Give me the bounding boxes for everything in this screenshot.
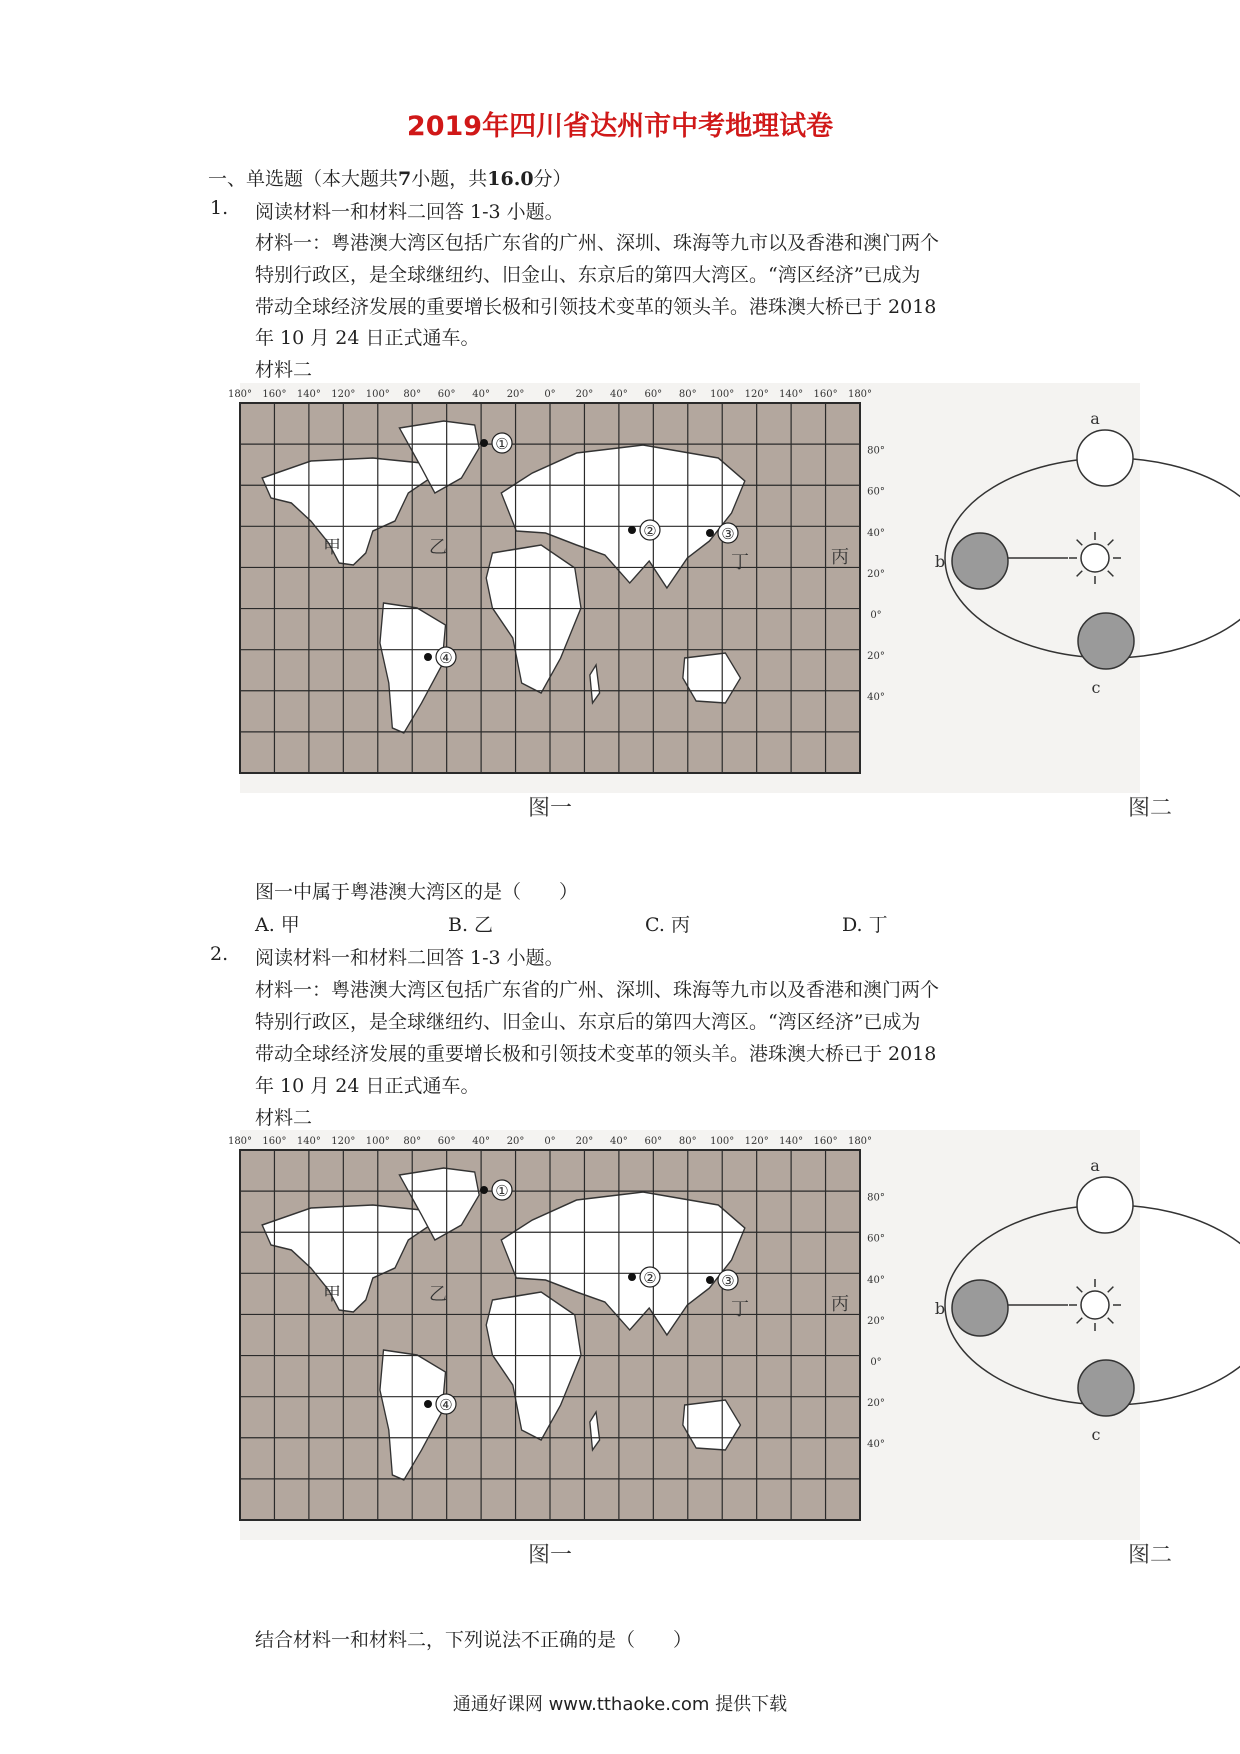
question-1-material-line: 特别行政区，是全球继纽约、旧金山、东京后的第四大湾区。“湾区经济”已成为 xyxy=(255,264,921,286)
latitude-label: 80° xyxy=(867,1192,885,1204)
latitude-label: 60° xyxy=(867,1233,885,1245)
longitude-label: 180° xyxy=(847,389,873,400)
longitude-label: 140° xyxy=(296,1136,321,1147)
longitude-label: 80° xyxy=(678,1136,697,1147)
longitude-label: 40° xyxy=(472,389,490,400)
longitude-label: 140° xyxy=(779,389,804,400)
longitude-label: 80° xyxy=(403,389,422,400)
place-label: 甲 xyxy=(323,1284,341,1305)
question-1-material2-label: 材料二 xyxy=(255,359,313,381)
marker-dot xyxy=(480,439,488,447)
marker-label: ③ xyxy=(721,1272,735,1290)
longitude-label: 20° xyxy=(506,389,525,400)
marker-label: ② xyxy=(643,522,657,540)
longitude-label: 180° xyxy=(227,389,253,400)
place-label: 乙 xyxy=(429,537,447,558)
latitude-label: 40° xyxy=(867,527,885,539)
latitude-label: 0° xyxy=(870,610,882,621)
section-header: 一、单选题（本大题共7小题，共16.0分） xyxy=(208,168,572,190)
longitude-label: 120° xyxy=(331,389,356,400)
question-2-material-line: 年 10 月 24 日正式通车。 xyxy=(255,1075,480,1097)
longitude-label: 20° xyxy=(575,389,594,400)
orbit-label: b xyxy=(934,1299,946,1318)
latitude-label: 20° xyxy=(867,568,885,580)
marker-dot xyxy=(628,1273,636,1281)
longitude-label: 120° xyxy=(744,389,769,400)
figure-1-caption: 图一 xyxy=(527,1543,573,1568)
option-a[interactable]: A. 甲 xyxy=(255,914,300,936)
question-1-material-line: 年 10 月 24 日正式通车。 xyxy=(255,327,480,349)
place-label: 乙 xyxy=(429,1284,447,1305)
latitude-label: 60° xyxy=(867,486,885,498)
longitude-label: 20° xyxy=(506,1136,525,1147)
latitude-label: 80° xyxy=(867,445,885,457)
question-1-material-line: 带动全球经济发展的重要增长极和引领技术变革的领头羊。港珠澳大桥已于 2018 xyxy=(255,296,937,318)
longitude-label: 180° xyxy=(227,1136,253,1147)
footer-source: 通通好课网 www.tthaoke.com 提供下载 xyxy=(452,1694,788,1715)
longitude-label: 0° xyxy=(544,1136,556,1147)
marker-dot xyxy=(706,529,714,537)
orbit-label: c xyxy=(1091,1425,1101,1444)
option-b[interactable]: B. 乙 xyxy=(448,914,494,936)
earth-icon xyxy=(952,533,1008,589)
place-label: 丙 xyxy=(831,1294,849,1315)
orbit-label: a xyxy=(1090,409,1100,428)
figure-svg xyxy=(227,1130,1173,1568)
figure-1-caption: 图一 xyxy=(527,796,573,821)
longitude-label: 60° xyxy=(644,389,663,400)
longitude-label: 60° xyxy=(644,1136,663,1147)
sun-icon xyxy=(1081,1291,1109,1319)
place-label: 丁 xyxy=(731,1299,749,1320)
figure-svg xyxy=(227,383,1173,821)
longitude-label: 160° xyxy=(262,1136,287,1147)
longitude-label: 120° xyxy=(744,1136,769,1147)
question-1-number: 1. xyxy=(210,197,229,219)
longitude-label: 40° xyxy=(472,1136,490,1147)
place-label: 丁 xyxy=(731,552,749,573)
longitude-label: 100° xyxy=(365,1136,390,1147)
question-1-stem: 图一中属于粤港澳大湾区的是（ ） xyxy=(255,881,579,903)
longitude-label: 0° xyxy=(544,389,556,400)
longitude-label: 60° xyxy=(437,1136,456,1147)
earth-icon xyxy=(1077,430,1133,486)
place-label: 丙 xyxy=(831,547,849,568)
longitude-label: 100° xyxy=(710,1136,735,1147)
marker-label: ① xyxy=(495,1182,509,1200)
marker-label: ④ xyxy=(439,649,453,667)
latitude-label: 0° xyxy=(870,1357,882,1368)
longitude-label: 160° xyxy=(813,1136,838,1147)
longitude-label: 80° xyxy=(403,1136,422,1147)
marker-dot xyxy=(480,1186,488,1194)
longitude-label: 40° xyxy=(610,389,628,400)
question-2-stem: 结合材料一和材料二，下列说法不正确的是（ ） xyxy=(255,1629,693,1651)
marker-dot xyxy=(628,526,636,534)
question-2-material-line: 特别行政区，是全球继纽约、旧金山、东京后的第四大湾区。“湾区经济”已成为 xyxy=(255,1011,921,1033)
figure-map-orbit xyxy=(227,383,1173,821)
orbit-label: c xyxy=(1091,678,1101,697)
sun-icon xyxy=(1081,544,1109,572)
earth-icon xyxy=(1078,613,1134,669)
orbit-label: a xyxy=(1090,1156,1100,1175)
longitude-label: 160° xyxy=(813,389,838,400)
longitude-label: 80° xyxy=(678,389,697,400)
longitude-label: 60° xyxy=(437,389,456,400)
question-1-material-line: 材料一：粤港澳大湾区包括广东省的广州、深圳、珠海等九市以及香港和澳门两个 xyxy=(255,232,940,254)
figure-map-orbit xyxy=(227,1130,1173,1568)
longitude-label: 20° xyxy=(575,1136,594,1147)
earth-icon xyxy=(1077,1177,1133,1233)
figure-2-caption: 图二 xyxy=(1128,796,1173,821)
longitude-label: 120° xyxy=(331,1136,356,1147)
question-2-material2-label: 材料二 xyxy=(255,1107,313,1129)
option-d[interactable]: D. 丁 xyxy=(842,914,888,936)
marker-label: ① xyxy=(495,435,509,453)
question-2-material-line: 带动全球经济发展的重要增长极和引领技术变革的领头羊。港珠澳大桥已于 2018 xyxy=(255,1043,937,1065)
option-c[interactable]: C. 丙 xyxy=(645,914,690,936)
latitude-label: 40° xyxy=(867,1274,885,1286)
latitude-label: 20° xyxy=(867,1315,885,1327)
earth-icon xyxy=(1078,1360,1134,1416)
question-2-intro: 阅读材料一和材料二回答 1-3 小题。 xyxy=(255,947,564,969)
marker-dot xyxy=(706,1276,714,1284)
figure-2-caption: 图二 xyxy=(1128,1543,1173,1568)
marker-label: ④ xyxy=(439,1396,453,1414)
question-2-material-line: 材料一：粤港澳大湾区包括广东省的广州、深圳、珠海等九市以及香港和澳门两个 xyxy=(255,979,940,1001)
latitude-label: 40° xyxy=(867,1439,885,1451)
longitude-label: 100° xyxy=(365,389,390,400)
marker-label: ② xyxy=(643,1269,657,1287)
longitude-label: 140° xyxy=(779,1136,804,1147)
world-map xyxy=(240,403,860,773)
latitude-label: 20° xyxy=(867,651,885,663)
marker-dot xyxy=(424,1400,432,1408)
longitude-label: 180° xyxy=(847,1136,873,1147)
latitude-label: 20° xyxy=(867,1398,885,1410)
page-title: 2019年四川省达州市中考地理试卷 xyxy=(406,111,834,142)
longitude-label: 40° xyxy=(610,1136,628,1147)
longitude-label: 160° xyxy=(262,389,287,400)
earth-icon xyxy=(952,1280,1008,1336)
latitude-label: 40° xyxy=(867,692,885,704)
world-map xyxy=(240,1150,860,1520)
place-label: 甲 xyxy=(323,537,341,558)
longitude-label: 140° xyxy=(296,389,321,400)
marker-dot xyxy=(424,653,432,661)
orbit-label: b xyxy=(934,552,946,571)
question-1-intro: 阅读材料一和材料二回答 1-3 小题。 xyxy=(255,201,564,223)
marker-label: ③ xyxy=(721,525,735,543)
longitude-label: 100° xyxy=(710,389,735,400)
question-2-number: 2. xyxy=(210,943,229,965)
